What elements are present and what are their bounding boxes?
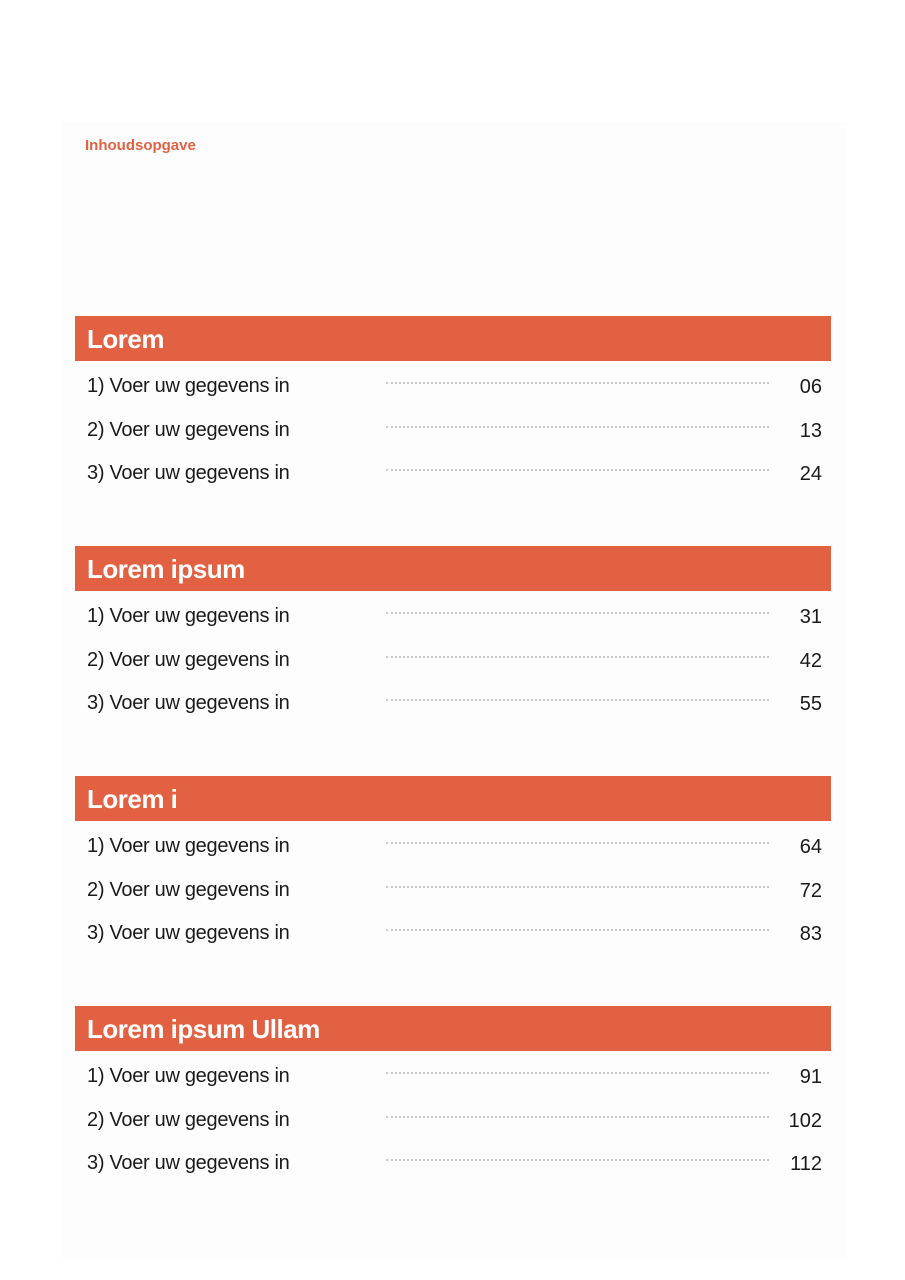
toc-entry-title: 1) Voer uw gegevens in (87, 1065, 290, 1087)
toc-entry-title: 2) Voer uw gegevens in (87, 648, 290, 671)
toc-entry-page-number: 72 (799, 879, 822, 902)
section-heading: Lorem (75, 316, 831, 361)
dot-leader (386, 469, 769, 471)
section-heading: Lorem ipsum (75, 546, 831, 591)
toc-entry-page-number: 112 (790, 1153, 822, 1175)
toc-entry-title: 3) Voer uw gegevens in (87, 1152, 290, 1174)
dot-leader (386, 612, 769, 614)
toc-entry[interactable] (75, 448, 831, 492)
toc-entry-page-number: 31 (799, 606, 822, 628)
toc-entry[interactable] (75, 821, 831, 865)
toc-entry-list (75, 361, 831, 492)
dot-leader (386, 656, 769, 658)
dot-leader (386, 1116, 769, 1118)
toc-entry-page-number: 102 (788, 1109, 822, 1132)
toc-entry[interactable] (75, 1095, 831, 1139)
section-heading: Lorem ipsum Ullam (75, 1006, 831, 1051)
toc-entry[interactable] (75, 405, 831, 449)
toc-entry-list (75, 591, 831, 722)
section-heading: Lorem i (75, 776, 831, 821)
document-label: Inhoudsopgave (85, 137, 196, 154)
toc-entry-page-number: 42 (799, 649, 822, 672)
dot-leader (386, 1159, 769, 1161)
toc-entry-page-number: 06 (799, 376, 822, 398)
toc-entry-title: 2) Voer uw gegevens in (87, 418, 290, 441)
toc-entry-page-number: 24 (799, 463, 822, 485)
toc-entry-list (75, 1051, 831, 1182)
toc-section (75, 776, 831, 952)
toc-entry[interactable] (75, 361, 831, 405)
toc-section (75, 316, 831, 492)
toc-entry-title: 2) Voer uw gegevens in (87, 878, 290, 901)
dot-leader (386, 426, 769, 428)
toc-entry[interactable] (75, 678, 831, 722)
dot-leader (386, 842, 769, 844)
toc-entry-page-number: 64 (799, 836, 822, 858)
toc-section (75, 1006, 831, 1182)
dot-leader (386, 382, 769, 384)
toc-entry[interactable] (75, 1051, 831, 1095)
toc-entry-title: 1) Voer uw gegevens in (87, 835, 290, 857)
toc-entry[interactable] (75, 865, 831, 909)
toc-entry-list (75, 821, 831, 952)
toc-entry-title: 1) Voer uw gegevens in (87, 375, 290, 397)
toc-entry-page-number: 13 (799, 419, 822, 442)
toc-entry-title: 1) Voer uw gegevens in (87, 605, 290, 627)
toc-entry-title: 2) Voer uw gegevens in (87, 1108, 290, 1131)
toc-entry-title: 3) Voer uw gegevens in (87, 922, 290, 944)
dot-leader (386, 886, 769, 888)
toc-entry[interactable] (75, 1138, 831, 1182)
toc-entry-page-number: 83 (799, 923, 822, 945)
toc-entry-page-number: 55 (799, 693, 822, 715)
toc-entry-title: 3) Voer uw gegevens in (87, 462, 290, 484)
toc-entry-page-number: 91 (799, 1066, 822, 1088)
toc-entry[interactable] (75, 908, 831, 952)
toc-entry-title: 3) Voer uw gegevens in (87, 692, 290, 714)
dot-leader (386, 699, 769, 701)
toc-section (75, 546, 831, 722)
dot-leader (386, 1072, 769, 1074)
toc-entry[interactable] (75, 591, 831, 635)
toc-entry[interactable] (75, 635, 831, 679)
dot-leader (386, 929, 769, 931)
